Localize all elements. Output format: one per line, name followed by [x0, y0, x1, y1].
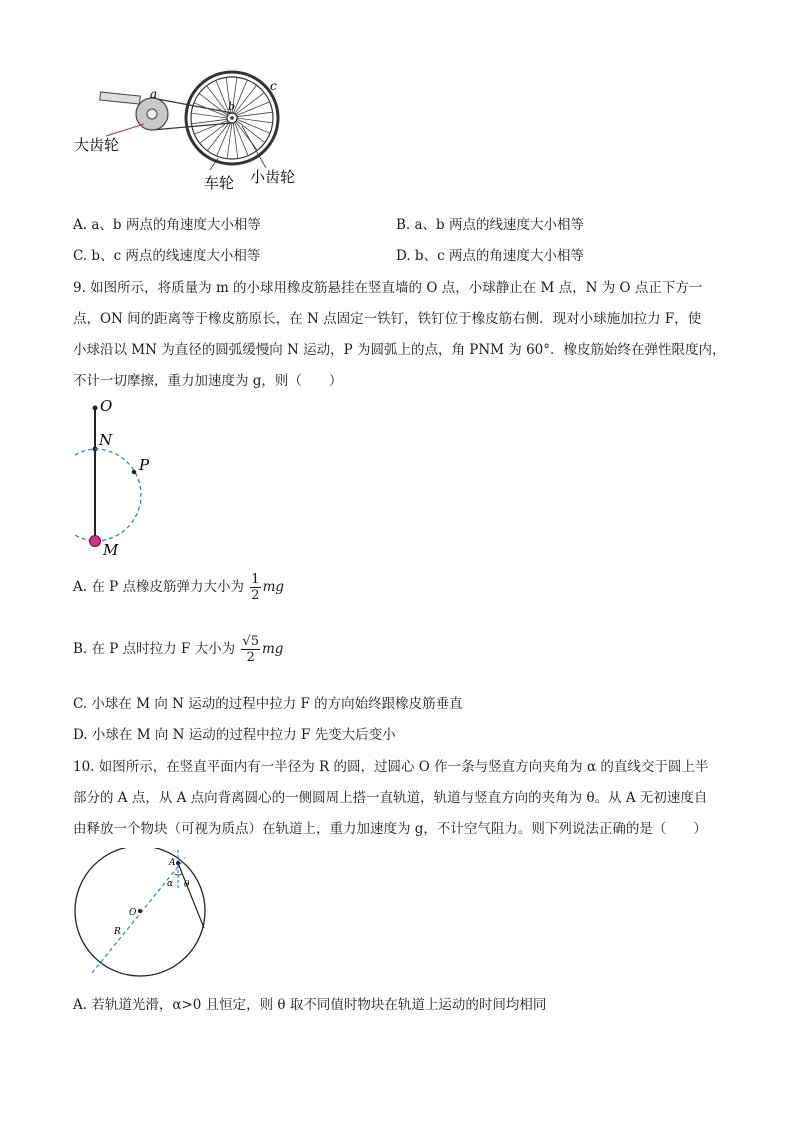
- label-b: b: [228, 100, 236, 113]
- q9-stem-line-3: 小球沿以 MN 为直径的圆弧缓慢向 N 运动，P 为圆弧上的点，角 PNM 为 60°．橡皮筋始终在弹性限度内，: [73, 342, 726, 358]
- label-big-gear: 大齿轮: [74, 136, 120, 154]
- label-wheel: 车轮: [204, 174, 235, 192]
- label-c: c: [270, 79, 277, 93]
- q10-option-a: A. 若轨道光滑，α>0 且恒定，则 θ 取不同值时物块在轨道上运动的时间均相同: [73, 997, 547, 1013]
- q10-stem-line-1: 10. 如图所示，在竖直平面内有一半径为 R 的圆，过圆心 O 作一条与竖直方向夹角为 α 的直线交于圆上半: [73, 759, 709, 775]
- q9-option-a: A. 在 P 点橡皮筋弹力大小为 $\frac{1}{2}$ mg: [73, 572, 285, 603]
- bicycle-gear-figure: [70, 70, 310, 200]
- q8-option-a: A. a、b 两点的角速度大小相等: [73, 217, 261, 233]
- q9-option-b: B. 在 P 点时拉力 F 大小为 $\frac{√5}{2}$ mg: [73, 634, 284, 665]
- label-O: O: [100, 397, 113, 415]
- q9-stem-line-4: 不计一切摩擦，重力加速度为 g，则（ ）: [73, 373, 343, 389]
- circle-track-figure: [70, 848, 220, 978]
- label-A: A: [169, 858, 176, 868]
- q9-stem-line-1: 9. 如图所示，将质量为 m 的小球用橡皮筋悬挂在竖直墙的 O 点，小球静止在 M 点，N 为 O 点正下方一: [73, 280, 703, 296]
- label-a: a: [150, 87, 158, 101]
- label-N: N: [99, 431, 113, 449]
- q10-stem-line-3: 由释放一个物块（可视为质点）在轨道上，重力加速度为 g，不计空气阻力。则下列说法正确的是（ ）: [73, 821, 707, 837]
- q10-stem-line-2: 部分的 A 点，从 A 点向背离圆心的一侧圆周上搭一直轨道，轨道与竖直方向的夹角为 θ。从 A 无初速度自: [73, 790, 708, 806]
- q9-stem-line-2: 点，ON 间的距离等于橡皮筋原长，在 N 点固定一铁钉，铁钉位于橡皮筋右侧．现对小球施加拉力 F，使: [73, 311, 702, 327]
- label-alpha: α: [167, 879, 174, 889]
- q8-option-d: D. b、c 两点的角速度大小相等: [396, 248, 584, 264]
- q8-option-b: B. a、b 两点的线速度大小相等: [396, 217, 584, 233]
- label-O: O: [129, 908, 137, 918]
- label-P: P: [139, 456, 150, 474]
- q9-option-c: C. 小球在 M 向 N 运动的过程中拉力 F 的方向始终跟橡皮筋垂直: [73, 696, 463, 712]
- label-M: M: [103, 541, 119, 559]
- q9-option-d: D. 小球在 M 向 N 运动的过程中拉力 F 先变大后变小: [73, 727, 396, 743]
- label-small-gear: 小齿轮: [250, 168, 296, 186]
- q8-option-c: C. b、c 两点的线速度大小相等: [73, 248, 261, 264]
- label-R: R: [114, 927, 121, 937]
- rubber-band-figure: [70, 395, 160, 560]
- label-theta: θ: [184, 880, 190, 890]
